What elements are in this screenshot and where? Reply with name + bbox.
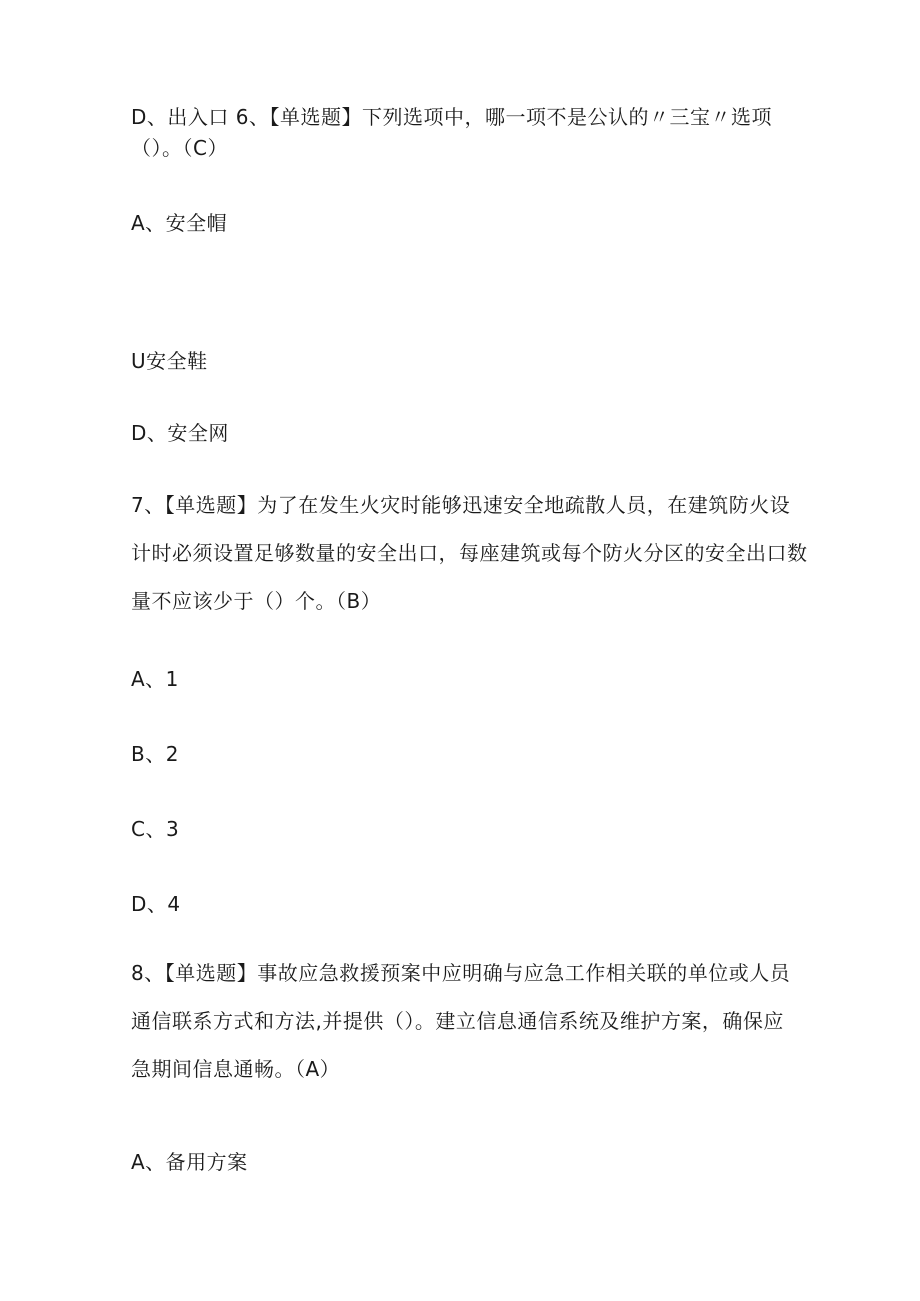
question-7-option-a: A、1 bbox=[131, 667, 179, 691]
question-6-text-line-2: （）。（C） bbox=[131, 136, 228, 160]
question-7-option-d: D、4 bbox=[131, 892, 181, 916]
question-8-text-line-3: 急期间信息通畅。（A） bbox=[131, 1057, 341, 1081]
question-6-text-line-1: D、出入口 6、【单选题】下列选项中，哪一项不是公认的〃三宝〃选项 bbox=[131, 105, 772, 129]
question-7-option-c: C、3 bbox=[131, 817, 180, 841]
question-7-text-line-1: 7、【单选题】为了在发生火灾时能够迅速安全地疏散人员，在建筑防火设 bbox=[131, 493, 791, 517]
question-7-text-line-2: 计时必须设置足够数量的安全出口，每座建筑或每个防火分区的安全出口数 bbox=[131, 541, 808, 565]
question-8-text-line-1: 8、【单选题】事故应急救援预案中应明确与应急工作相关联的单位或人员 bbox=[131, 961, 791, 985]
question-8-option-a: A、备用方案 bbox=[131, 1150, 248, 1174]
question-7-option-b: B、2 bbox=[131, 742, 179, 766]
question-6-option-d: D、安全网 bbox=[131, 421, 229, 445]
question-6-option-a: A、安全帽 bbox=[131, 211, 228, 235]
question-6-option-c: U安全鞋 bbox=[131, 349, 208, 373]
question-8-text-line-2: 通信联系方式和方法,并提供（）。建立信息通信系统及维护方案，确保应 bbox=[131, 1009, 784, 1033]
question-7-text-line-3: 量不应该少于（）个。（B） bbox=[131, 589, 382, 613]
